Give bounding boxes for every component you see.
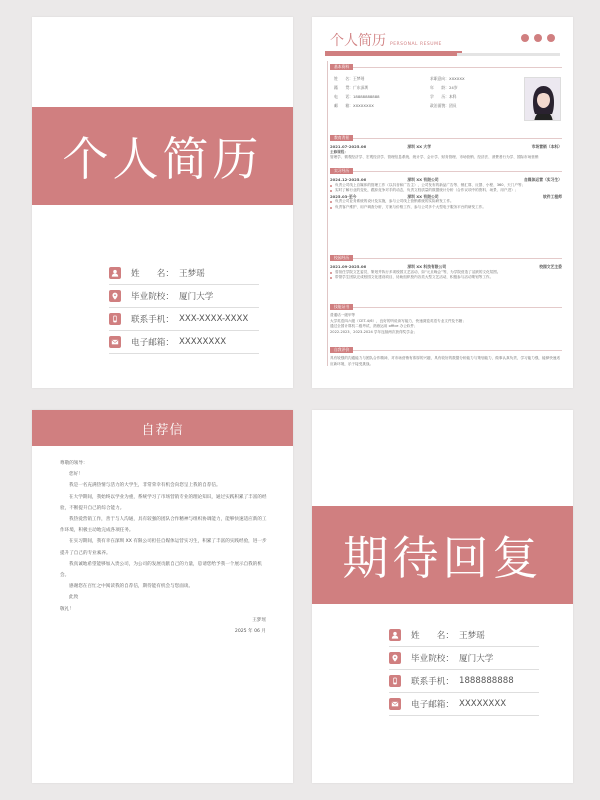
user-icon [109, 267, 121, 279]
section-tag: 自我评价 [330, 347, 353, 353]
cover-title-band [32, 107, 293, 205]
info-row-name: 姓 名： 王梦瑶 [389, 624, 539, 647]
phone-icon [109, 313, 121, 325]
section-tag: 校园经历 [330, 255, 353, 261]
back-info [389, 624, 539, 716]
letter-signature: 王梦瑶 [252, 617, 266, 623]
section-basic: 基本资料 姓 名：王梦瑶 求职意向：XXXXXX 籍 贯：广东深圳 年 龄：24岁 电 话：18888888888 学 历：本科 邮 箱：XXXXXXXX 政治面貌：团员 [330, 64, 562, 109]
section-tag: 教育背景 [330, 135, 353, 141]
section-skills: 技能证书 普通话一级甲等 大学英语四六级（CET-4/6），良好的听说读写能力，快速浏览英语专业文件及书籍； 通过全国计算机二级考试，熟练运用 office 办公软件； 2022-2023、2023-2024 学年连续两次获得奖学金； [330, 304, 562, 335]
name-value: 王梦瑶 [179, 269, 205, 279]
cover-page [32, 17, 293, 388]
section-education: 教育背景 2021.07-2025.06 深圳 XX 大学 市场营销（本科） 主修课程： 管理学、微观经济学、宏观经济学、管理信息系统、统计学、会计学、财务管理、市场营销、经济法、消费者行为学、国际市场营销 [330, 135, 562, 160]
section-tag: 基本资料 [330, 64, 353, 70]
cover-info [109, 262, 259, 354]
letter-salute: 敬礼！ [60, 606, 74, 612]
section-self: 自我评价 具有较强的沟通能力与团队合作精神，对市场营销有浓厚的兴趣，具有较好的数据分析能力与策划能力，做事认真负责，学习能力强，能够快速适应新环境，乐于接受挑战。 [330, 347, 560, 366]
school-value: 厦门大学 [179, 292, 214, 302]
back-title: 期待回复 [342, 531, 543, 585]
phone-value: XXX-XXXX-XXXX [179, 314, 249, 324]
phone-value: 1888888888 [459, 676, 514, 686]
letter-paragraph: 在大学期间，我始终以学业为重，系统学习了市场营销专业的理论知识，通过实践积累了丰富的经验，不断提升自己的综合能力。 [60, 494, 267, 511]
letter-paragraph: 我真诚地希望能够加入贵公司，为公司的发展贡献自己的力量，恳请您给予我一个展示自我的机会。 [60, 561, 262, 579]
letter-paragraph: 我热爱营销工作，善于与人沟通，具有较强的团队合作精神与组织协调能力，能够快速适应新的工作环境，积极主动地完成各项任务。 [60, 517, 267, 534]
mail-icon [109, 336, 121, 348]
letter-closing: 此致 [69, 595, 79, 601]
back-title-band [312, 506, 573, 604]
email-value: XXXXXXXX [459, 699, 507, 709]
letter-paragraph: 我是一名充满热情与活力的大学生，非常荣幸有机会向您呈上我的自荐信。 [69, 483, 221, 489]
letter-header [32, 410, 293, 446]
letter-title: 自荐信 [141, 422, 184, 438]
user-circle-icon [521, 34, 529, 42]
section-tag: 技能证书 [330, 304, 353, 310]
section-tag: 实习经历 [330, 168, 353, 174]
info-row-school: 毕业院校： 厦门大学 [109, 285, 259, 308]
location-icon [389, 652, 401, 664]
letter-paragraph: 感谢您在百忙之中阅读我的自荐信，期待能有机会与您面谈。 [69, 584, 194, 590]
letter-hello: 您好！ [69, 472, 83, 478]
info-row-school: 毕业院校： 厦门大学 [389, 647, 539, 670]
letter-paragraph: 在实习期间，我有幸在深圳 XX 有限公司担任自媒体运营实习生，积累了丰富的实践经验，进一步提升了自己的专业素养。 [60, 539, 267, 556]
info-row-email: 电子邮箱： XXXXXXXX [389, 693, 539, 716]
section-campus: 校园经历 2021.09-2025.06 深圳 XX 科技有限公司 校园文艺主委 曾担任学院文艺委员，策划并执行多项校园文艺活动，如“元旦晚会”等，为学院营造了活跃的文化氛围。 带领学生团队完成校园文化建设项目，协助组织校内各类大型文艺活动，积极参与活动策划等工作。 [330, 255, 562, 280]
letter-page [32, 410, 293, 783]
info-row-name: 姓 名： 王梦瑶 [109, 262, 259, 285]
info-row-phone: 联系手机： 1888888888 [389, 670, 539, 693]
name-value: 王梦瑶 [459, 631, 485, 641]
info-row-email: 电子邮箱： XXXXXXXX [109, 331, 259, 354]
letter-greeting: 尊敬的领导： [60, 461, 88, 466]
header-gray-bar [457, 53, 560, 56]
resume-subtitle: PERSONAL RESUME [390, 42, 442, 47]
letter-body [60, 458, 269, 637]
timeline-line [327, 61, 328, 366]
section-internship: 实习经历 2024.12-2025.06 深圳 XX 有限公司 自媒体运营（实习生） 负责公司线上自媒体的管理工作（以抖音和广告主），公司发布的新品广告等、销汇算、反馈、小程、360、天门户等； 实时了解行业的变化，跟踪竞争对手的动态，负责文档质量的数据统计分析（合作议项中的资料、场景、用户进）； 2025.03-至今 深圳 XX 有限公司 软件工程师 负责公司业务系统的设计及实施，参与公司线上营销系统的实际研发工作。 负责客户维护、用户调查分析，方案与价格工作，参与公司多个大型电子服务平台的研发工作。 [330, 168, 562, 209]
resume-header [330, 30, 442, 50]
back-page [312, 410, 573, 783]
avatar [524, 77, 561, 121]
cover-title: 个人简历 [62, 132, 263, 186]
mail-icon [389, 698, 401, 710]
resume-page [312, 17, 573, 388]
letter-date: 2025 年 06 月 [234, 629, 266, 635]
phone-circle-icon [547, 34, 555, 42]
header-accent-bar [325, 51, 462, 56]
user-icon [389, 629, 401, 641]
header-icons [521, 34, 555, 42]
mail-circle-icon [534, 34, 542, 42]
info-row-phone: 联系手机： XXX-XXXX-XXXX [109, 308, 259, 331]
phone-icon [389, 675, 401, 687]
resume-title: 个人简历 [330, 33, 386, 49]
email-value: XXXXXXXX [179, 337, 227, 347]
school-value: 厦门大学 [459, 654, 494, 664]
location-icon [109, 290, 121, 302]
